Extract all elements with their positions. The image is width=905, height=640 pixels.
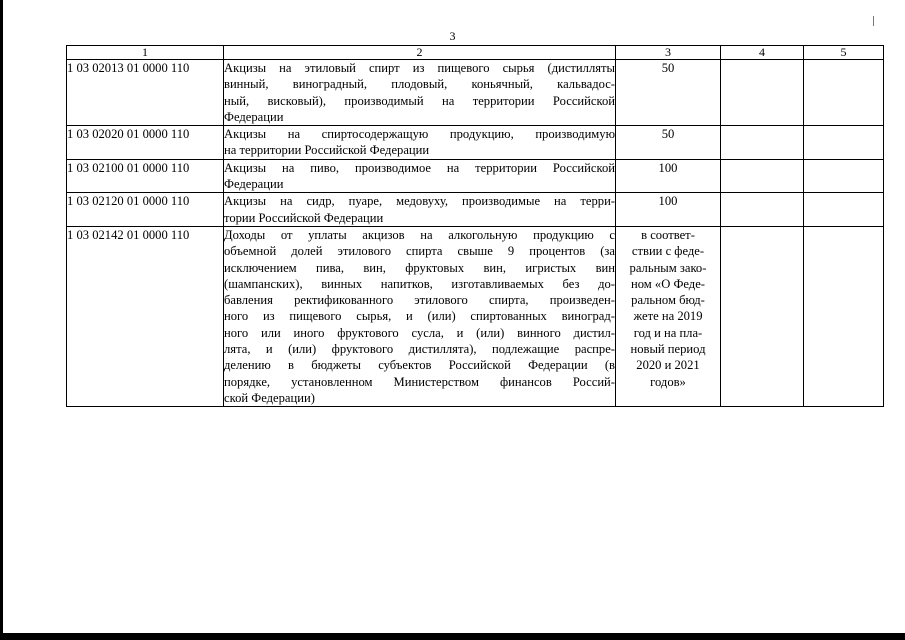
description-line: Доходы от уплаты акцизов на алкогольную продукцию с [224,227,615,242]
header-col-5: 5 [804,46,884,60]
description-line: Федерации [224,177,284,192]
description-line: Федерации [224,109,284,124]
empty-cell [804,193,884,227]
description-line: ской Федерации) [224,390,315,405]
row-description [224,126,616,160]
description-line: исключением пива, вин, фруктовых вин, игристых вин [224,260,615,275]
table-row [67,159,884,193]
value-line: год и на пла- [633,325,703,340]
table-row [67,60,884,126]
value-line: ном «О Феде- [630,276,706,291]
budget-code: 1 03 02100 01 0000 110 [67,159,224,193]
row-value: 100 [616,193,721,227]
description-line: ного или иного фруктового сусла, и (или) винного дистил- [224,325,615,340]
budget-code: 1 03 02142 01 0000 110 [67,226,224,406]
empty-cell [721,126,804,160]
description-line: Акцизы на спиртосодержащую продукцию, производимую [224,127,615,142]
row-value: 50 [616,60,721,126]
empty-cell [721,226,804,406]
value-line: жете на 2019 [633,309,703,324]
description-line: (шампанских), винных напитков, изготавливаемых без до- [224,276,615,291]
description-line: делению в бюджеты субъектов Российской Федерации (в [224,358,615,373]
description-line: тории Российской Федерации [224,210,384,225]
header-col-2: 2 [224,46,616,60]
row-description [224,226,616,406]
description-line: бавления ректификованного этилового спирта, произведен- [224,293,615,308]
budget-code: 1 03 02013 01 0000 110 [67,60,224,126]
scan-frame-left-edge [0,0,3,640]
row-value: 50 [616,126,721,160]
value-line: годов» [650,374,686,389]
header-col-1: 1 [67,46,224,60]
header-col-4: 4 [721,46,804,60]
header-col-3: 3 [616,46,721,60]
budget-code: 1 03 02020 01 0000 110 [67,126,224,160]
empty-cell [721,159,804,193]
row-description [224,159,616,193]
row-description [224,60,616,126]
empty-cell [804,126,884,160]
scan-mark [873,16,874,26]
table-row [67,193,884,227]
description-line: лята, и (или) фруктового дистиллята), подлежащие распре- [224,342,615,357]
value-line: ральном бюд- [631,293,705,308]
description-line: ный, висковый), производимый на территории Российской [224,93,615,108]
table-header-row [67,46,884,60]
description-line: Акцизы на пиво, производимое на территории Российской [224,160,615,175]
value-line: в соответ- [641,227,695,242]
value-line: 2020 и 2021 [636,358,700,373]
description-line: объемной долей этилового спирта свыше 9 процентов (за [224,244,615,259]
description-line: Акцизы на этиловый спирт из пищевого сырья (дистилляты [224,61,615,75]
description-line: винный, виноградный, плодовый, коньячный, кальвадос- [224,77,615,92]
table-row [67,226,884,406]
description-line: Акцизы на сидр, пуаре, медовуху, производимые на терри- [224,194,615,209]
empty-cell [804,159,884,193]
empty-cell [804,60,884,126]
value-line: новый период [630,342,706,357]
scan-frame-bottom-edge [0,633,905,640]
description-line: на территории Российской Федерации [224,143,430,158]
description-line: порядке, установленном Министерством финансов Россий- [224,374,615,389]
empty-cell [721,193,804,227]
budget-code-table [66,45,884,407]
table-row [67,126,884,160]
value-line: ствии с феде- [631,244,705,259]
row-value-multiline [616,226,721,406]
value-line: ральным зако- [629,260,707,275]
budget-code: 1 03 02120 01 0000 110 [67,193,224,227]
empty-cell [721,60,804,126]
empty-cell [804,226,884,406]
row-value: 100 [616,159,721,193]
page-number: 3 [449,29,456,43]
description-line: ного из пищевого сырья, и (или) спиртованных виноград- [224,309,615,324]
row-description [224,193,616,227]
